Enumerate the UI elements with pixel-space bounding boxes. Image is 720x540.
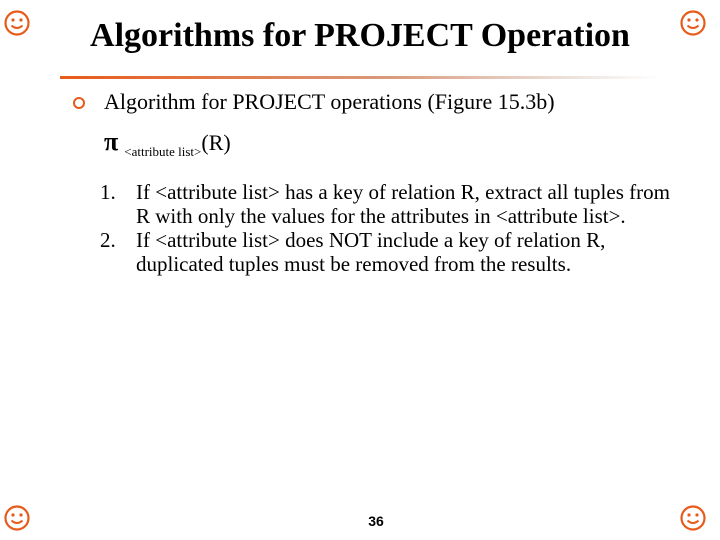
bullet-text: Algorithm for PROJECT operations (Figure 15.3b) (104, 89, 555, 114)
list-item (100, 180, 680, 228)
pi-symbol: π (104, 127, 119, 156)
bottom-left-smiley-icon (4, 505, 30, 531)
title-divider (60, 76, 660, 79)
slide-title: Algorithms for PROJECT Operation (90, 17, 630, 54)
step-list (100, 180, 680, 276)
formula-subscript: <attribute list> (124, 144, 202, 159)
step-text: If <attribute list> has a key of relation R, extract all tuples from R with only the values for the attributes in <attribute list>. (136, 180, 670, 228)
top-left-smiley-icon (4, 10, 30, 36)
page-number: 36 (368, 513, 384, 529)
project-formula (104, 126, 231, 168)
formula-argument: (R) (201, 130, 231, 155)
step-text: If <attribute list> does NOT include a key of relation R, duplicated tuples must be removed from the results. (136, 228, 606, 276)
bottom-right-smiley-icon (680, 505, 706, 531)
step-number: 2. (100, 228, 116, 252)
top-right-smiley-icon (680, 10, 706, 36)
list-item (100, 228, 680, 276)
step-number: 1. (100, 180, 116, 204)
circle-bullet-icon (72, 96, 86, 110)
